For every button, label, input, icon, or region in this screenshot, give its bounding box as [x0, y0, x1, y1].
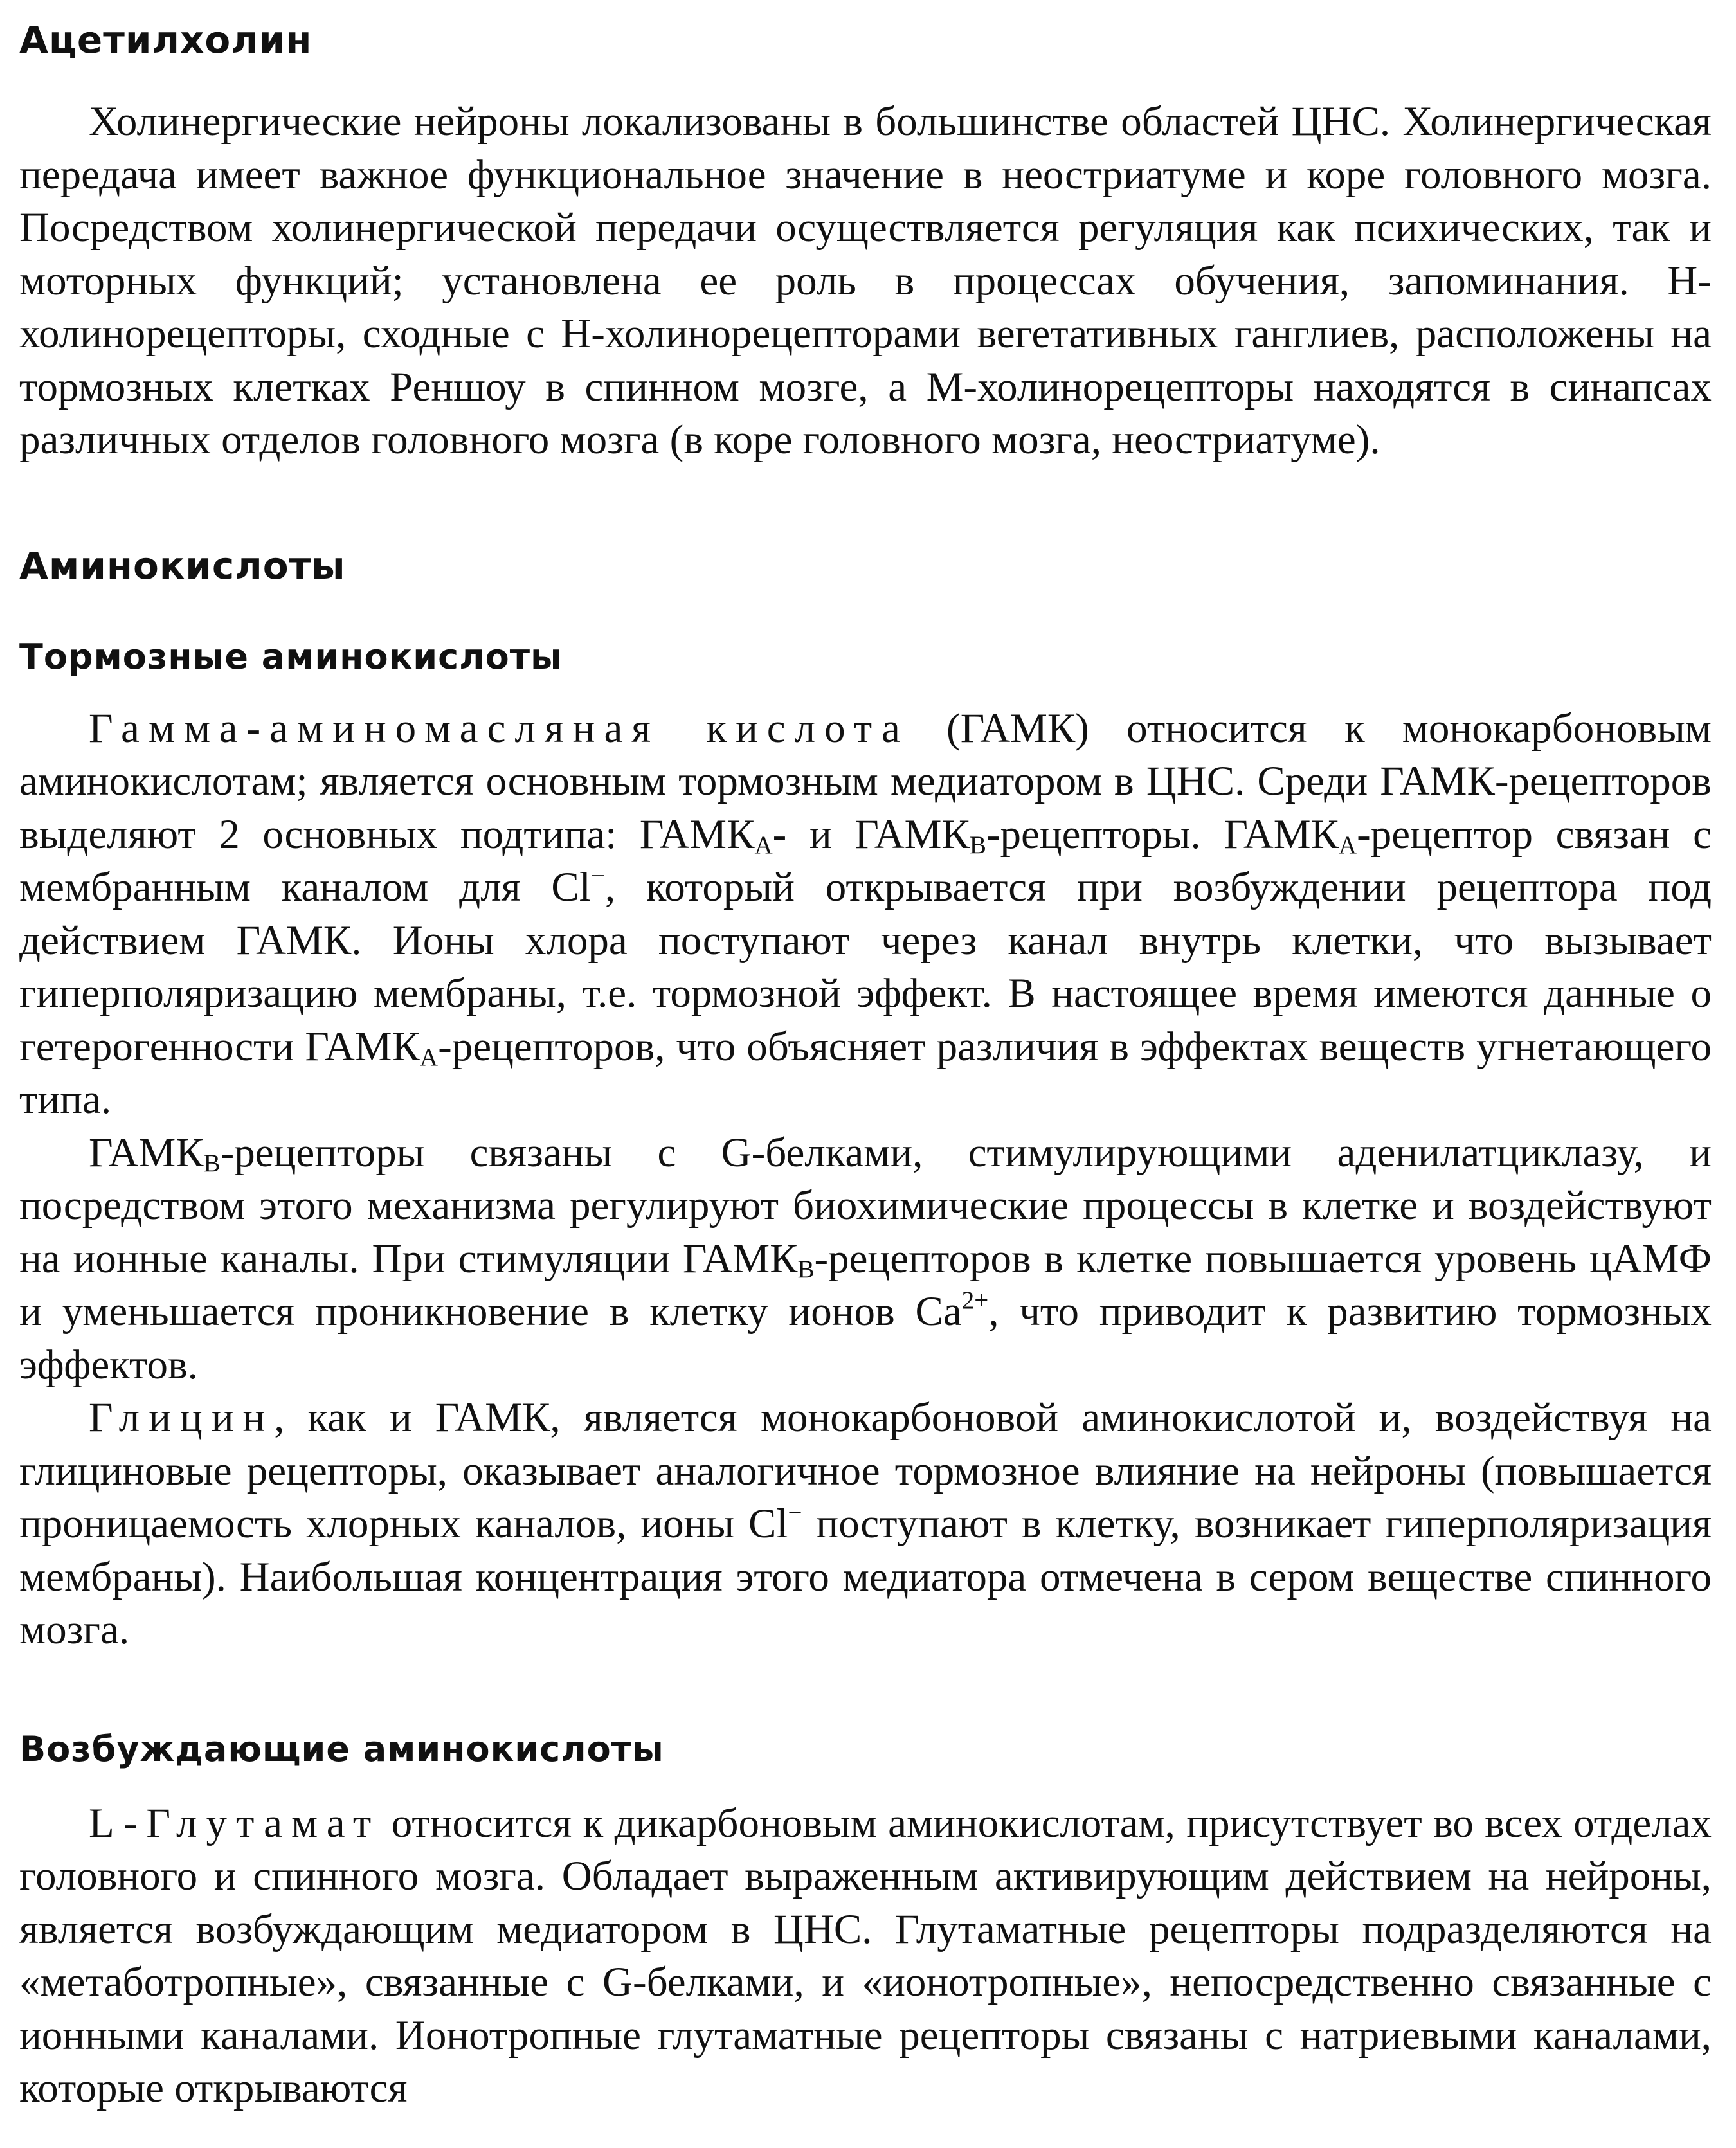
subscript: В	[969, 831, 986, 859]
text-run: (ГАМК) относится к монокарбоновым аминокислотам; является основным тормозным медиатором в ЦНС. Среди ГАМК-рецепторов выделяют 2 основных подтипа: ГАМК	[19, 705, 1712, 858]
paragraph-gaba-2	[19, 1126, 1712, 1392]
text-run: , который открывается при возбуждении рецептора под действием ГАМК. Ионы хлора поступают через канал внутрь клетки, что вызывает гиперполяризацию мембраны, т.е. тормозной эффект. В настоящее время имеются данные о гетерогенности ГАМК	[19, 864, 1712, 1070]
subscript: А	[1338, 831, 1357, 859]
paragraph-gaba-1	[19, 702, 1712, 1126]
text-run: -рецептор связан с мембранным каналом для Cl	[19, 811, 1712, 910]
paragraph-glutamate	[19, 1797, 1712, 2115]
subscript: В	[797, 1255, 815, 1283]
subscript: А	[419, 1043, 439, 1071]
heading-inhibitory-amino-acids: Тормозные аминокислоты	[19, 636, 563, 677]
superscript: −	[590, 862, 605, 890]
text-run: - и ГАМК	[772, 811, 970, 858]
heading-acetylcholine: Ацетилхолин	[19, 18, 312, 62]
text-run: , как и ГАМК, является монокарбоновой аминокислотой и, воздействуя на глициновые рецепторы, оказывает аналогичное тормозное влияние на нейроны (повышается проницаемость хлорных каналов, ионы Cl	[19, 1394, 1712, 1547]
text-run: -рецепторов в клетке повышается уровень цАМФ и уменьшается проникновение в клетку ионов Ca	[19, 1235, 1712, 1335]
text-run: -рецепторы. ГАМК	[986, 811, 1339, 858]
heading-excitatory-amino-acids: Возбуждающие аминокислоты	[19, 1728, 664, 1769]
superscript: 2+	[961, 1286, 989, 1314]
subscript: А	[754, 831, 773, 859]
text-run: -рецепторы связаны с G-белками, стимулирующими аденилатциклазу, и посредством этого механизма регулируют биохимические процессы в клетке и воздействуют на ионные каналы. При стимуляции ГАМК	[19, 1129, 1712, 1282]
paragraph-acetylcholine: Холинергические нейроны локализованы в большинстве областей ЦНС. Холинергическая передача имеет важное функциональное значение в неостриатуме и коре головного мозга. Посредством холинергической передачи осуществляется регуляция как психических, так и моторных функций; установлена ее роль в процессах обучения, запоминания. Н-холинорецепторы, сходные с Н-холинорецепторами вегетативных ганглиев, расположены на тормозных клетках Реншоу в спинном мозге, а М-холинорецепторы находятся в синапсах различных отделов головного мозга (в коре головного мозга, неостриатуме).	[19, 98, 1712, 463]
term-gaba: Гамма-аминомасляная кислота	[89, 705, 909, 752]
superscript: −	[788, 1499, 802, 1526]
paragraph-glycine	[19, 1391, 1712, 1657]
text-run: , что приводит к развитию тормозных эффектов.	[19, 1288, 1712, 1388]
term-glycine: Глицин	[89, 1394, 275, 1441]
subscript: В	[203, 1149, 221, 1177]
heading-amino-acids: Аминокислоты	[19, 543, 346, 588]
text-run: -рецепторов, что объясняет различия в эффектах веществ угнетающего типа.	[19, 1023, 1712, 1123]
text-run: поступают в клетку, возникает гиперполяризация мембраны). Наибольшая концентрация этого медиатора отмечена в сером веществе спинного мозга.	[19, 1501, 1712, 1653]
term-glutamate: L-Глутамат	[89, 1800, 381, 1846]
text-run: ГАМК	[89, 1129, 204, 1176]
text-run: относится к дикарбоновым аминокислотам, присутствует во всех отделах головного и спинного мозга. Обладает выраженным активирующим действием на нейроны, является возбуждающим медиатором в ЦНС. Глутаматные рецепторы подразделяются на «метаботропные», связанные с G-белками, и «ионотропные», непосредственно связанные с ионными каналами. Ионотропные глутаматные рецепторы связаны с натриевыми каналами, которые открываются	[19, 1800, 1712, 2111]
